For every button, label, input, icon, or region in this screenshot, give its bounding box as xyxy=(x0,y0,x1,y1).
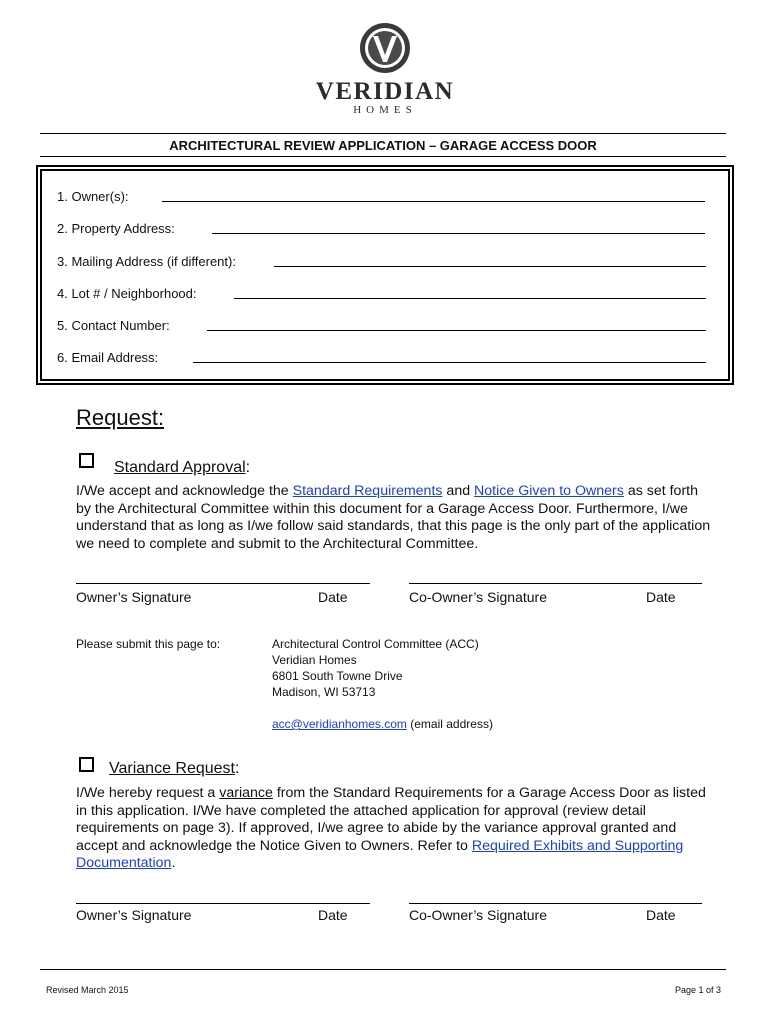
variance-text-mid: from the Standard Requirements for a Garage Access Door as listed in this application. I/We have completed the attached application for approval (review detail requirements on page 3). If approved, I/we agree to abide by the variance approval granted and accept and acknowledge the Notice Given to Owners. Refer to xyxy=(76,785,706,854)
co-owner-signature-line-2[interactable] xyxy=(409,903,702,904)
variance-request-title: Variance Request xyxy=(109,760,235,777)
submit-label: Please submit this page to: xyxy=(76,637,221,651)
address-line: Madison, WI 53713 xyxy=(272,685,376,699)
variance-request-paragraph xyxy=(76,785,716,873)
field-label-contact-number: 5. Contact Number: xyxy=(57,318,170,333)
field-label-owners: 1. Owner(s): xyxy=(57,189,129,204)
owner-signature-line-2[interactable] xyxy=(76,903,370,904)
standard-approval-checkbox[interactable] xyxy=(79,453,94,468)
acc-email-link[interactable]: acc@veridianhomes.com xyxy=(272,717,407,731)
required-exhibits-link[interactable]: Required Exhibits and Supporting Documentation xyxy=(76,837,684,871)
title-rule-bottom xyxy=(40,156,726,157)
variance-text-start: I/We hereby request a xyxy=(76,785,220,801)
field-label-email-address: 6. Email Address: xyxy=(57,350,159,365)
field-label-property-address: 2. Property Address: xyxy=(57,221,175,236)
variance-request-title-wrap xyxy=(109,760,239,778)
variance-text-end: . xyxy=(171,855,176,871)
owner-signature-label-2: Owner’s Signature xyxy=(76,907,192,923)
footer-revised: Revised March 2015 xyxy=(46,985,129,995)
owners-field[interactable] xyxy=(162,201,705,202)
brand-sub: HOMES xyxy=(353,104,417,116)
co-owner-signature-line[interactable] xyxy=(409,583,702,584)
variance-request-checkbox[interactable] xyxy=(79,757,94,772)
standard-approval-paragraph xyxy=(76,483,716,553)
lot-neighborhood-field[interactable] xyxy=(234,298,706,299)
owner-signature-line[interactable] xyxy=(76,583,370,584)
notice-given-to-owners-link[interactable]: Notice Given to Owners xyxy=(474,483,624,499)
owner-date-label: Date xyxy=(318,589,348,605)
footer-page-number: Page 1 of 3 xyxy=(675,985,722,995)
footer-rule xyxy=(40,969,726,970)
address-line: Architectural Control Committee (ACC) xyxy=(272,637,479,651)
standard-approval-title: Standard Approval xyxy=(114,459,246,476)
standard-requirements-link[interactable]: Standard Requirements xyxy=(292,483,443,499)
variance-emphasis: variance xyxy=(219,785,273,801)
contact-number-field[interactable] xyxy=(207,330,706,331)
owner-signature-label: Owner’s Signature xyxy=(76,589,192,605)
page-title: ARCHITECTURAL REVIEW APPLICATION – GARAGE ACCESS DOOR xyxy=(169,138,597,153)
co-owner-date-label-2: Date xyxy=(646,907,676,923)
co-owner-date-label: Date xyxy=(646,589,676,605)
property-address-field[interactable] xyxy=(212,233,705,234)
veridian-logo-icon xyxy=(359,22,411,74)
brand-name: VERIDIAN xyxy=(315,78,455,105)
submit-email-row xyxy=(272,716,493,732)
co-owner-signature-label: Co-Owner’s Signature xyxy=(409,589,547,605)
email-note: (email address) xyxy=(406,717,493,731)
submit-address xyxy=(272,636,479,700)
variance-request-colon: : xyxy=(235,760,240,777)
mailing-address-field[interactable] xyxy=(274,266,706,267)
email-address-field[interactable] xyxy=(193,362,706,363)
field-label-mailing-address: 3. Mailing Address (if different): xyxy=(57,254,236,269)
request-heading: Request: xyxy=(76,405,165,430)
standard-text-start: I/We accept and acknowledge the xyxy=(76,483,293,499)
address-line: 6801 South Towne Drive xyxy=(272,669,403,683)
standard-text-and: and xyxy=(442,483,475,499)
title-rule-top xyxy=(40,133,726,134)
address-line: Veridian Homes xyxy=(272,653,357,667)
standard-approval-colon: : xyxy=(245,459,251,476)
co-owner-signature-label-2: Co-Owner’s Signature xyxy=(409,907,547,923)
standard-text-rest: as set forth by the Architectural Committee within this document for a Garage Access Door. Furthermore, I/we understand that as long as I/we follow said standards, that this page is the only part of the application we need to complete and submit to the Architectural Committee. xyxy=(76,483,711,552)
standard-approval-title-wrap xyxy=(114,459,250,477)
owner-date-label-2: Date xyxy=(318,907,348,923)
field-label-lot-neighborhood: 4. Lot # / Neighborhood: xyxy=(57,286,197,301)
